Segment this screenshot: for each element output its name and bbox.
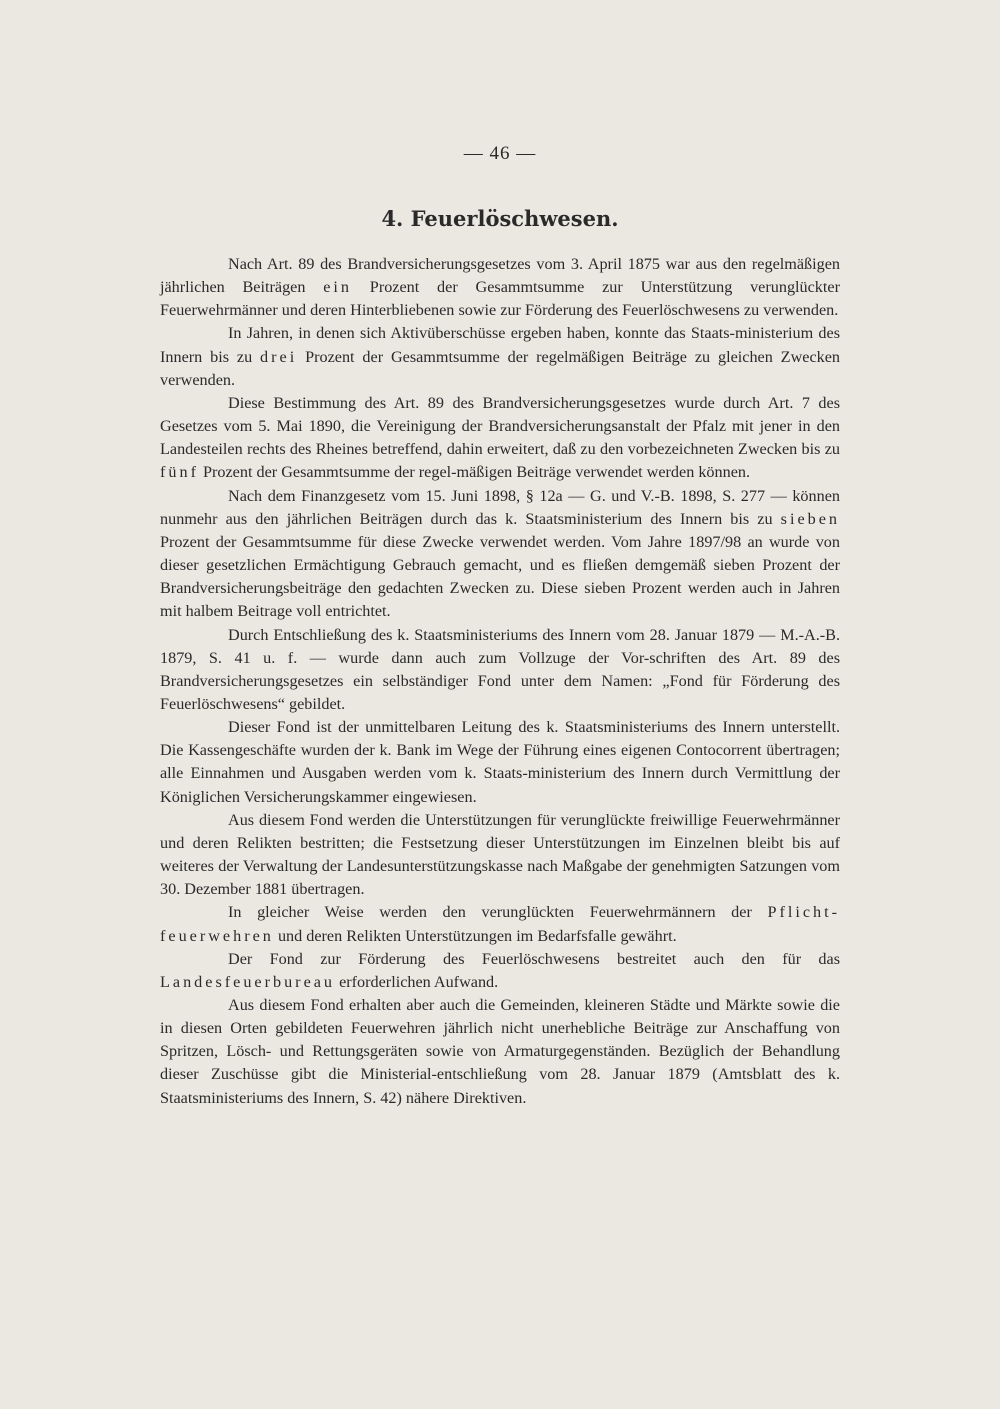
text-run: und deren Relikten Unterstützungen im Bedarfsfalle gewährt. — [273, 926, 677, 945]
emphasized-text: drei — [260, 347, 298, 366]
text-run: Dieser Fond ist der unmittelbaren Leitung des k. Staatsministeriums des Innern unterstellt. Die Kassengeschäfte wurden der k. Bank im Wege der Führung eines eigenen Contocorrent übertragen; alle Einnahmen und Ausgaben werden vom k. Staats-ministerium des Innern durch Vermittlung der Königlichen Versicherungskammer eingewiesen. — [160, 718, 840, 806]
emphasized-text: Pflicht-feuerwehren — [160, 903, 840, 945]
text-run: Durch Entschließung des k. Staatsministeriums des Innern vom 28. Januar 1879 — M.-A.-B. 1879, S. 41 u. f. — wurde dann auch zum Vollzuge der Vor-schriften des Art. 89 des Brandversicherungsgesetzes ein selbständiger Fond unter dem Namen: „Fond für Förderung des Feuerlöschwesens“ gebildet. — [160, 625, 840, 713]
paragraph — [160, 948, 840, 994]
page-number: — 46 — — [463, 143, 537, 164]
paragraph — [160, 253, 840, 322]
paragraph — [160, 392, 840, 485]
paragraph — [160, 716, 840, 809]
text-run: Der Fond zur Förderung des Feuerlöschwesens bestreitet auch den für das — [228, 949, 840, 968]
text-run: Diese Bestimmung des Art. 89 des Brandversicherungsgesetzes wurde durch Art. 7 des Gesetzes vom 5. Mai 1890, die Vereinigung der Brandversicherungsanstalt der Pfalz mit jener in den Landesteilen rechts des Rheines betreffend, dahin erweitert, daß zu den vorbezeichneten Zwecken bis zu — [160, 393, 840, 459]
text-run: Prozent der Gesammtsumme zur Unterstützung verunglückter Feuerwehrmänner und deren Hinterbliebenen sowie zur Förderung des Feuerlöschwesens zu verwenden. — [160, 278, 840, 320]
text-run: erforderlichen Aufwand. — [335, 972, 499, 991]
text-run: Prozent der Gesammtsumme der regelmäßigen Beiträge zu gleichen Zwecken verwenden. — [160, 347, 841, 389]
text-run: Nach dem Finanzgesetz vom 15. Juni 1898, § 12a — G. und V.-B. 1898, S. 277 — können nunmehr aus den jährlichen Beiträgen durch das k. Staatsministerium des Innern bis zu — [160, 486, 840, 528]
body-text — [160, 253, 840, 1110]
text-run: In Jahren, in denen sich Aktivüberschüsse ergeben haben, konnte das Staats-ministerium des Innern bis zu — [160, 324, 840, 366]
text-run: Prozent der Gesammtsumme für diese Zwecke verwendet werden. Vom Jahre 1897/98 an wurde von dieser gesetzlichen Ermächtigung Gebrauch gemacht, und es fließen demgemäß sieben Prozent der Brandversicherungsbeiträge den gedachten Zwecken zu. Diese sieben Prozent werden auch in Jahren mit halbem Beitrage voll entrichtet. — [160, 532, 840, 621]
emphasized-text: ein — [323, 278, 353, 297]
paragraph — [160, 994, 840, 1110]
paragraph — [160, 809, 840, 902]
emphasized-text: Landesfeuerbureau — [160, 972, 336, 991]
text-run: In gleicher Weise werden den verunglückten Feuerwehrmännern der — [228, 903, 768, 922]
text-run: Aus diesem Fond werden die Unterstützungen für verunglückte freiwillige Feuerwehrmänner und deren Relikten bestritten; die Festsetzung dieser Unterstützungen im Einzelnen bleibt bis auf weiteres der Verwaltung der Landesunterstützungskasse nach Maßgabe der genehmigten Satzungen vom 30. Dezember 1881 übertragen. — [160, 810, 840, 899]
paragraph — [160, 322, 840, 391]
emphasized-text: sieben — [780, 509, 840, 528]
paragraph — [160, 624, 840, 717]
paragraph — [160, 901, 840, 947]
paragraph — [160, 485, 840, 624]
emphasized-text: fünf — [160, 463, 199, 482]
text-run: Aus diesem Fond erhalten aber auch die Gemeinden, kleineren Städte und Märkte sowie die in diesen Orten gebildeten Feuerwehren jährlich nicht unerhebliche Beiträge zur Anschaffung von Spritzen, Lösch- und Rettungsgeräten sowie von Armaturgegenständen. Bezüglich der Behandlung dieser Zuschüsse gibt die Ministerial-entschließung vom 28. Januar 1879 (Amtsblatt des k. Staatsministeriums des Innern, S. 42) nähere Direktiven. — [160, 996, 840, 1107]
text-run: Prozent der Gesammtsumme der regel-mäßigen Beiträge verwendet werden können. — [198, 463, 751, 482]
text-run: Nach Art. 89 des Brandversicherungsgesetzes vom 3. April 1875 war aus den regelmäßigen jährlichen Beiträgen — [160, 255, 840, 297]
section-title: 4. Feuerlöschwesen. — [381, 206, 619, 231]
